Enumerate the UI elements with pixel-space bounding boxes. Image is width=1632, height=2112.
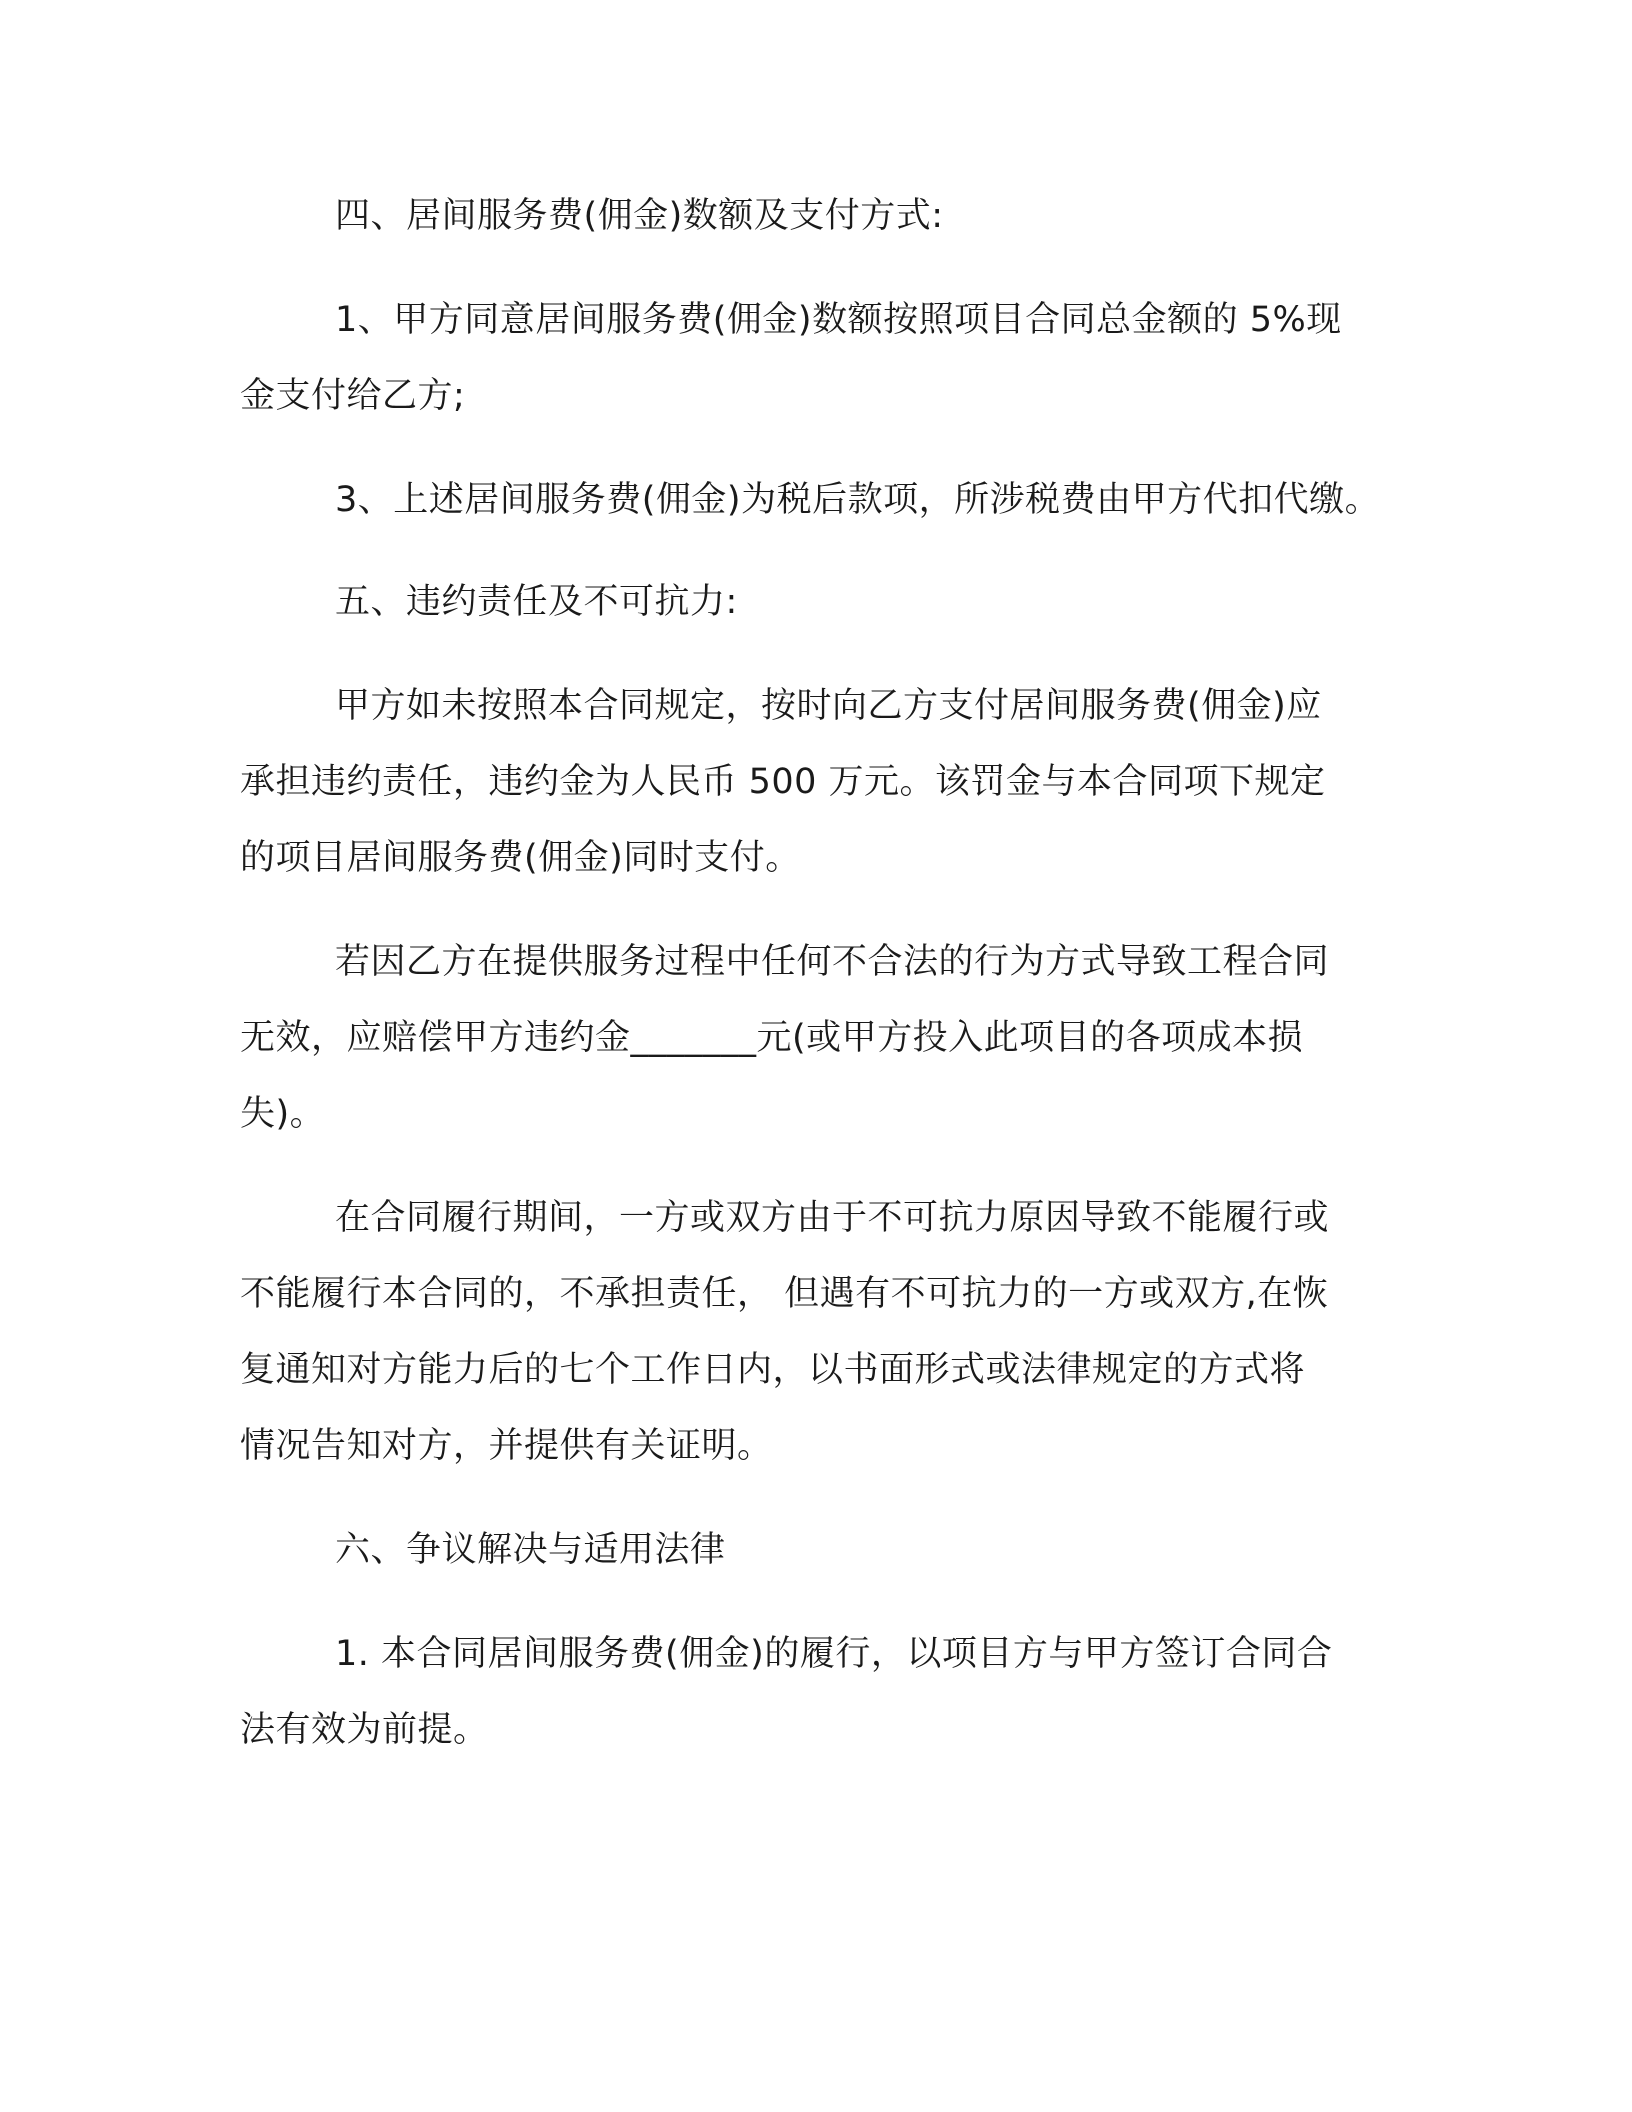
clause-4-3-line-1: 3、上述居间服务费(佣金)为税后款项，所涉税费由甲方代扣代缴。 [335, 480, 1381, 520]
force-majeure-paragraph-line-3: 复通知对方能力后的七个工作日内，以书面形式或法律规定的方式将 [240, 1350, 1306, 1390]
section-4-heading: 四、居间服务费(佣金)数额及支付方式: [335, 196, 944, 236]
force-majeure-paragraph-line-1: 在合同履行期间，一方或双方由于不可抗力原因导致不能履行或 [335, 1198, 1330, 1238]
clause-4-1-line-2: 金支付给乙方; [240, 376, 466, 416]
breach-paragraph-line-3: 的项目居间服务费(佣金)同时支付。 [240, 838, 801, 878]
section-5-heading: 五、违约责任及不可抗力: [335, 582, 738, 622]
invalid-contract-paragraph-line-3: 失)。 [240, 1094, 326, 1134]
force-majeure-paragraph-line-4: 情况告知对方，并提供有关证明。 [240, 1426, 773, 1466]
invalid-contract-paragraph-line-1: 若因乙方在提供服务过程中任何不合法的行为方式导致工程合同 [335, 942, 1330, 982]
breach-paragraph-line-2: 承担违约责任，违约金为人民币 500 万元。该罚金与本合同项下规定 [240, 762, 1326, 802]
force-majeure-paragraph-line-2: 不能履行本合同的，不承担责任， 但遇有不可抗力的一方或双方,在恢 [240, 1274, 1329, 1314]
clause-6-1-line-2: 法有效为前提。 [240, 1710, 489, 1750]
clause-4-1-line-1: 1、甲方同意居间服务费(佣金)数额按照项目合同总金额的 5%现 [335, 300, 1342, 340]
breach-paragraph-line-1: 甲方如未按照本合同规定，按时向乙方支付居间服务费(佣金)应 [335, 686, 1322, 726]
section-6-heading: 六、争议解决与适用法律 [335, 1530, 726, 1570]
clause-6-1-line-1: 1. 本合同居间服务费(佣金)的履行，以项目方与甲方签订合同合 [335, 1634, 1333, 1674]
invalid-contract-paragraph-line-2: 无效，应赔偿甲方违约金_______元(或甲方投入此项目的各项成本损 [240, 1018, 1304, 1058]
